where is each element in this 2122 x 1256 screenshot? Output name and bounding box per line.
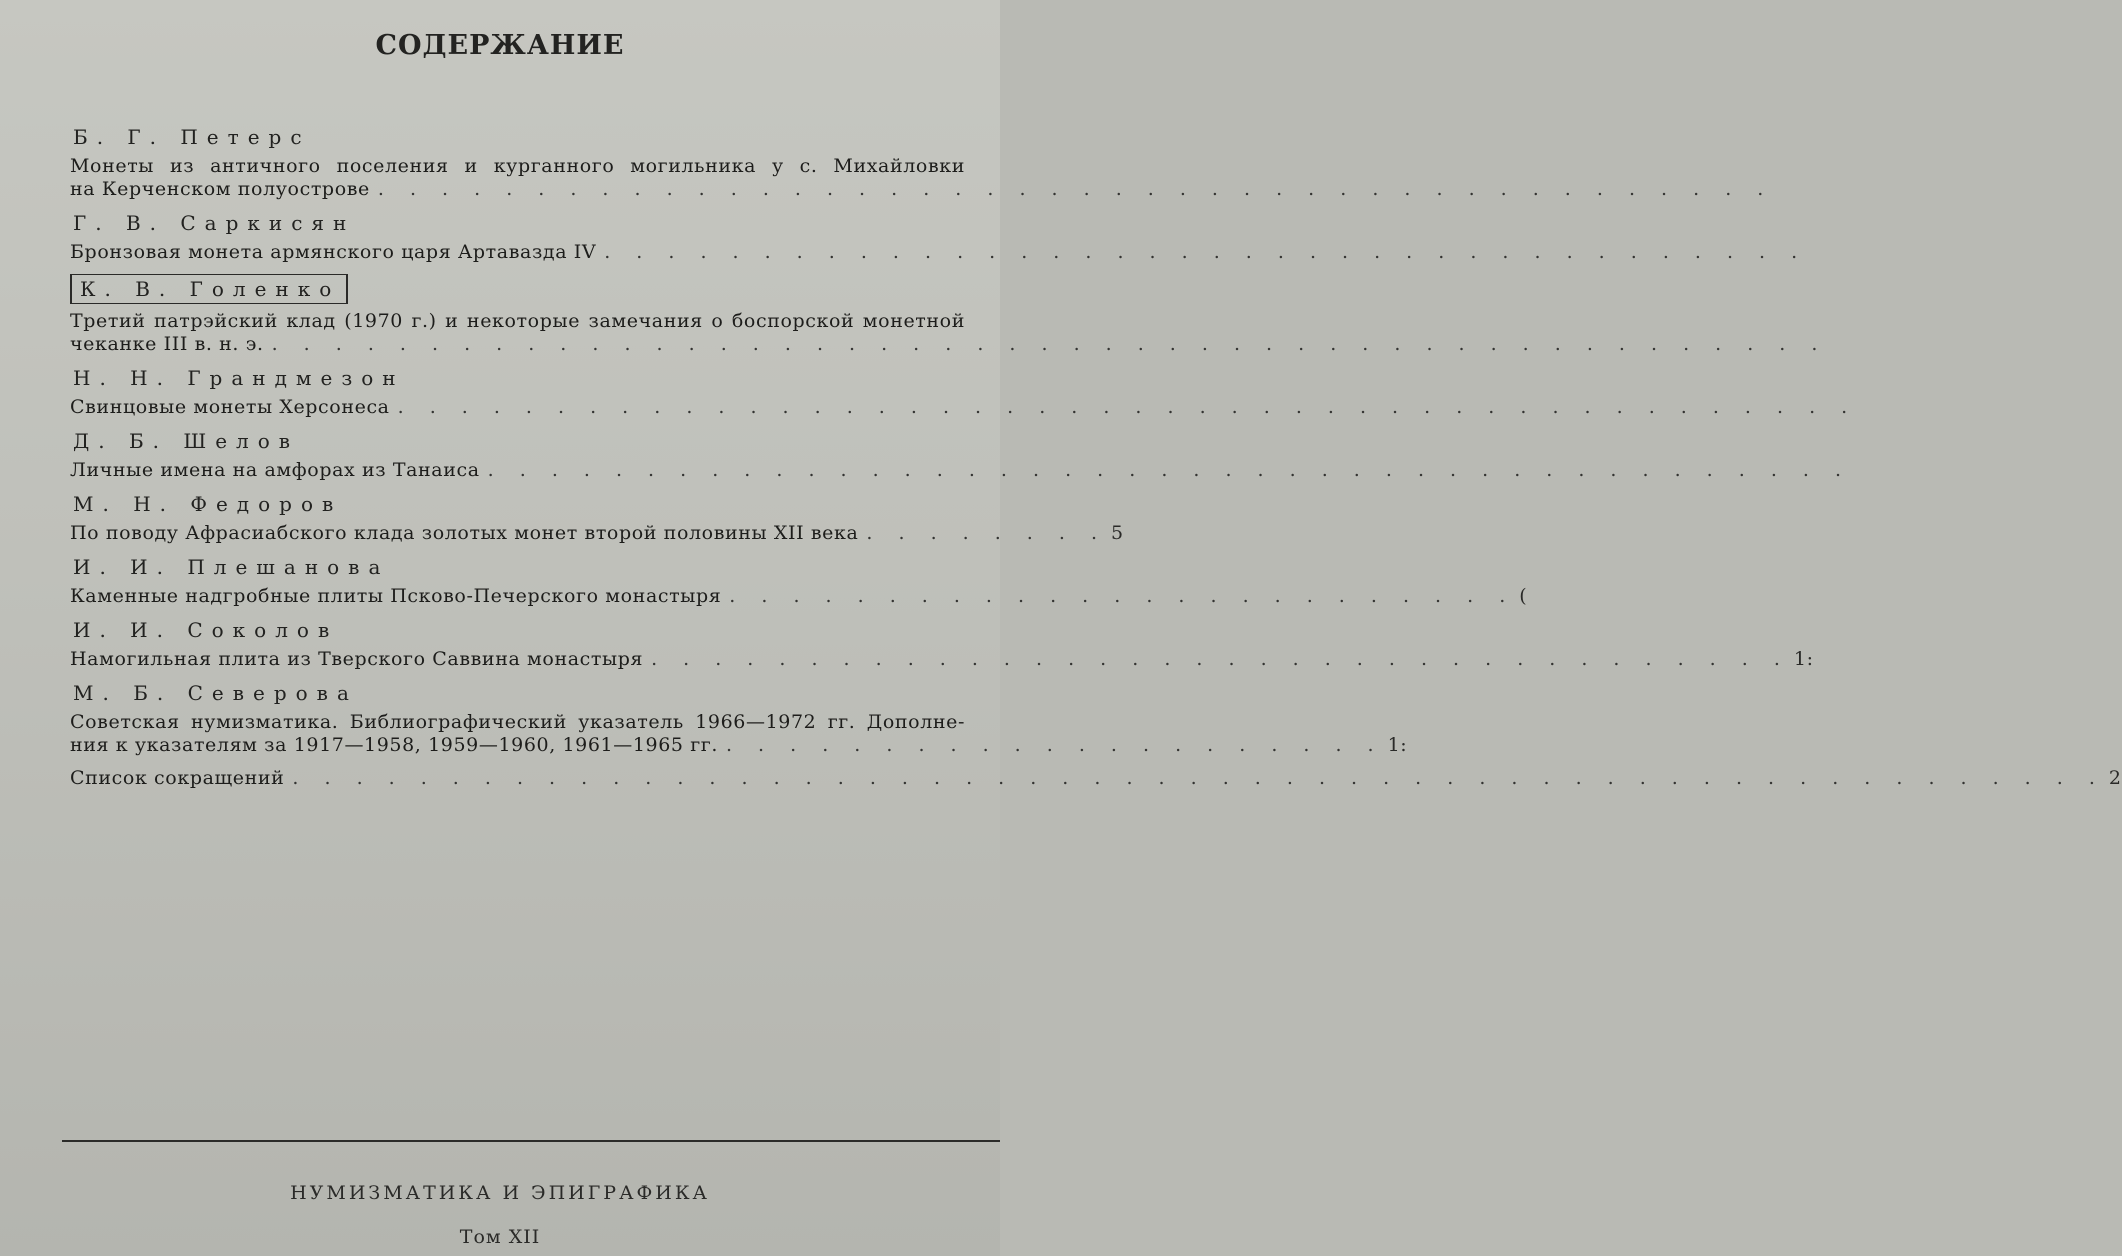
entry-author: М. Н. Федоров (73, 492, 343, 516)
entry-title-line (70, 734, 1408, 757)
dot-leader: . . . . . . . . . . . . . . . . . . . . . . . . . . . . . . . . . . . . (651, 648, 1790, 670)
dot-leader: . . . . . . . . . . . . . . . . . . . . . . . . . . . . . . . . . . . . . . . . . . . . (377, 178, 1774, 200)
entry-title-text: Монеты из античного поселения и курганного могильника у с. Михайловки (70, 155, 965, 177)
entry-author: Н. Н. Грандмезон (73, 366, 405, 390)
entry-title-text: Намогильная плита из Тверского Саввина монастыря (70, 648, 644, 670)
entry-title-line (70, 648, 1814, 671)
toc-entry (70, 366, 1858, 419)
toc-entry (70, 274, 1828, 356)
toc-entry-abbreviations (70, 767, 2122, 790)
entry-author: Г. В. Саркисян (73, 211, 356, 235)
toc-entry (70, 125, 1774, 201)
toc-entry (70, 492, 1124, 545)
entry-title-line (70, 178, 1774, 201)
entry-title-text: на Керченском полуострове (70, 178, 370, 200)
entry-title-line (70, 310, 970, 333)
entry-title-text: Третий патрэйский клад (1970 г.) и некоторые замечания о боспорской монетной (70, 310, 965, 332)
dot-leader: . . . . . . . . . . . . . . . . . . . . . . . . . . . . . . . . . . . . . . . . . . . . . . . . . (271, 333, 1828, 355)
entry-title-line (70, 396, 1858, 419)
entry-title-line (70, 522, 1124, 545)
dot-leader: . . . . . . . . . . . . . . . . . . . . . . . . . . . . . . . . . . . . . . (604, 241, 1808, 263)
page-title: СОДЕРЖАНИЕ (375, 30, 625, 61)
toc-entry (70, 429, 1852, 482)
entry-author: И. И. Плешанова (73, 555, 390, 579)
footer-divider (62, 1140, 1000, 1142)
table-of-contents (70, 125, 2122, 800)
entry-author-boxed: К. В. Голенко (70, 274, 348, 304)
entry-author: Б. Г. Петерс (73, 125, 311, 149)
dot-leader: . . . . . . . . . . . . . . . . . . . . . . . . . . . . . . . . . . . . . . . . . . . (487, 459, 1852, 481)
entry-title-text: чеканке III в. н. э. (70, 333, 264, 355)
dot-leader: . . . . . . . . . . . . . . . . . . . . . . . . . (729, 585, 1516, 607)
entry-page-number: ( (1519, 585, 1528, 607)
toc-entry (70, 555, 1528, 608)
entry-title-line (70, 333, 1828, 356)
entry-title-line (70, 155, 970, 178)
dot-leader: . . . . . . . . . . . . . . . . . . . . . . . . . . . . . . . . . . . . . . . . . . . . . . (397, 396, 1858, 418)
entry-title-line (70, 767, 2122, 790)
dot-leader: . . . . . . . . . . . . . . . . . . . . . . . . . . . . . . . . . . . . . . . . . . . . . . . . . . . . . . . . . (292, 767, 2105, 789)
entry-title-text: Каменные надгробные плиты Псково-Печерского монастыря (70, 585, 722, 607)
entry-author: И. И. Соколов (73, 618, 339, 642)
toc-entry (70, 618, 1814, 671)
entry-author: М. Б. Северова (73, 681, 358, 705)
volume-label: Том XII (459, 1226, 541, 1248)
entry-title-text: Свинцовые монеты Херсонеса (70, 396, 390, 418)
entry-title-text: По поводу Афрасиабского клада золотых монет второй половины XII века (70, 522, 859, 544)
dot-leader: . . . . . . . . (866, 522, 1107, 544)
entry-title-text: ния к указателям за 1917—1958, 1959—1960, 1961—1965 гг. (70, 734, 718, 756)
entry-title-line (70, 459, 1852, 482)
journal-title: НУМИЗМАТИКА И ЭПИГРАФИКА (290, 1182, 710, 1204)
entry-page-number: 1: (1387, 734, 1408, 756)
entry-page-number: 1: (1793, 648, 1814, 670)
entry-page-number: 2 (2108, 767, 2122, 789)
toc-entry (70, 211, 1808, 264)
entry-title-text: Личные имена на амфорах из Танаиса (70, 459, 480, 481)
dot-leader: . . . . . . . . . . . . . . . . . . . . . (725, 734, 1384, 756)
entry-page-number: 5 (1111, 522, 1124, 544)
abbreviations-label: Список сокращений (70, 767, 285, 789)
entry-title-text: Бронзовая монета армянского царя Артавазда IV (70, 241, 597, 263)
entry-title-line (70, 241, 1808, 264)
entry-author: Д. Б. Шелов (73, 429, 300, 453)
entry-title-text: Советская нумизматика. Библиографический указатель 1966—1972 гг. Дополне- (70, 711, 965, 733)
toc-entry (70, 681, 1408, 757)
entry-title-line (70, 585, 1528, 608)
entry-title-line (70, 711, 970, 734)
